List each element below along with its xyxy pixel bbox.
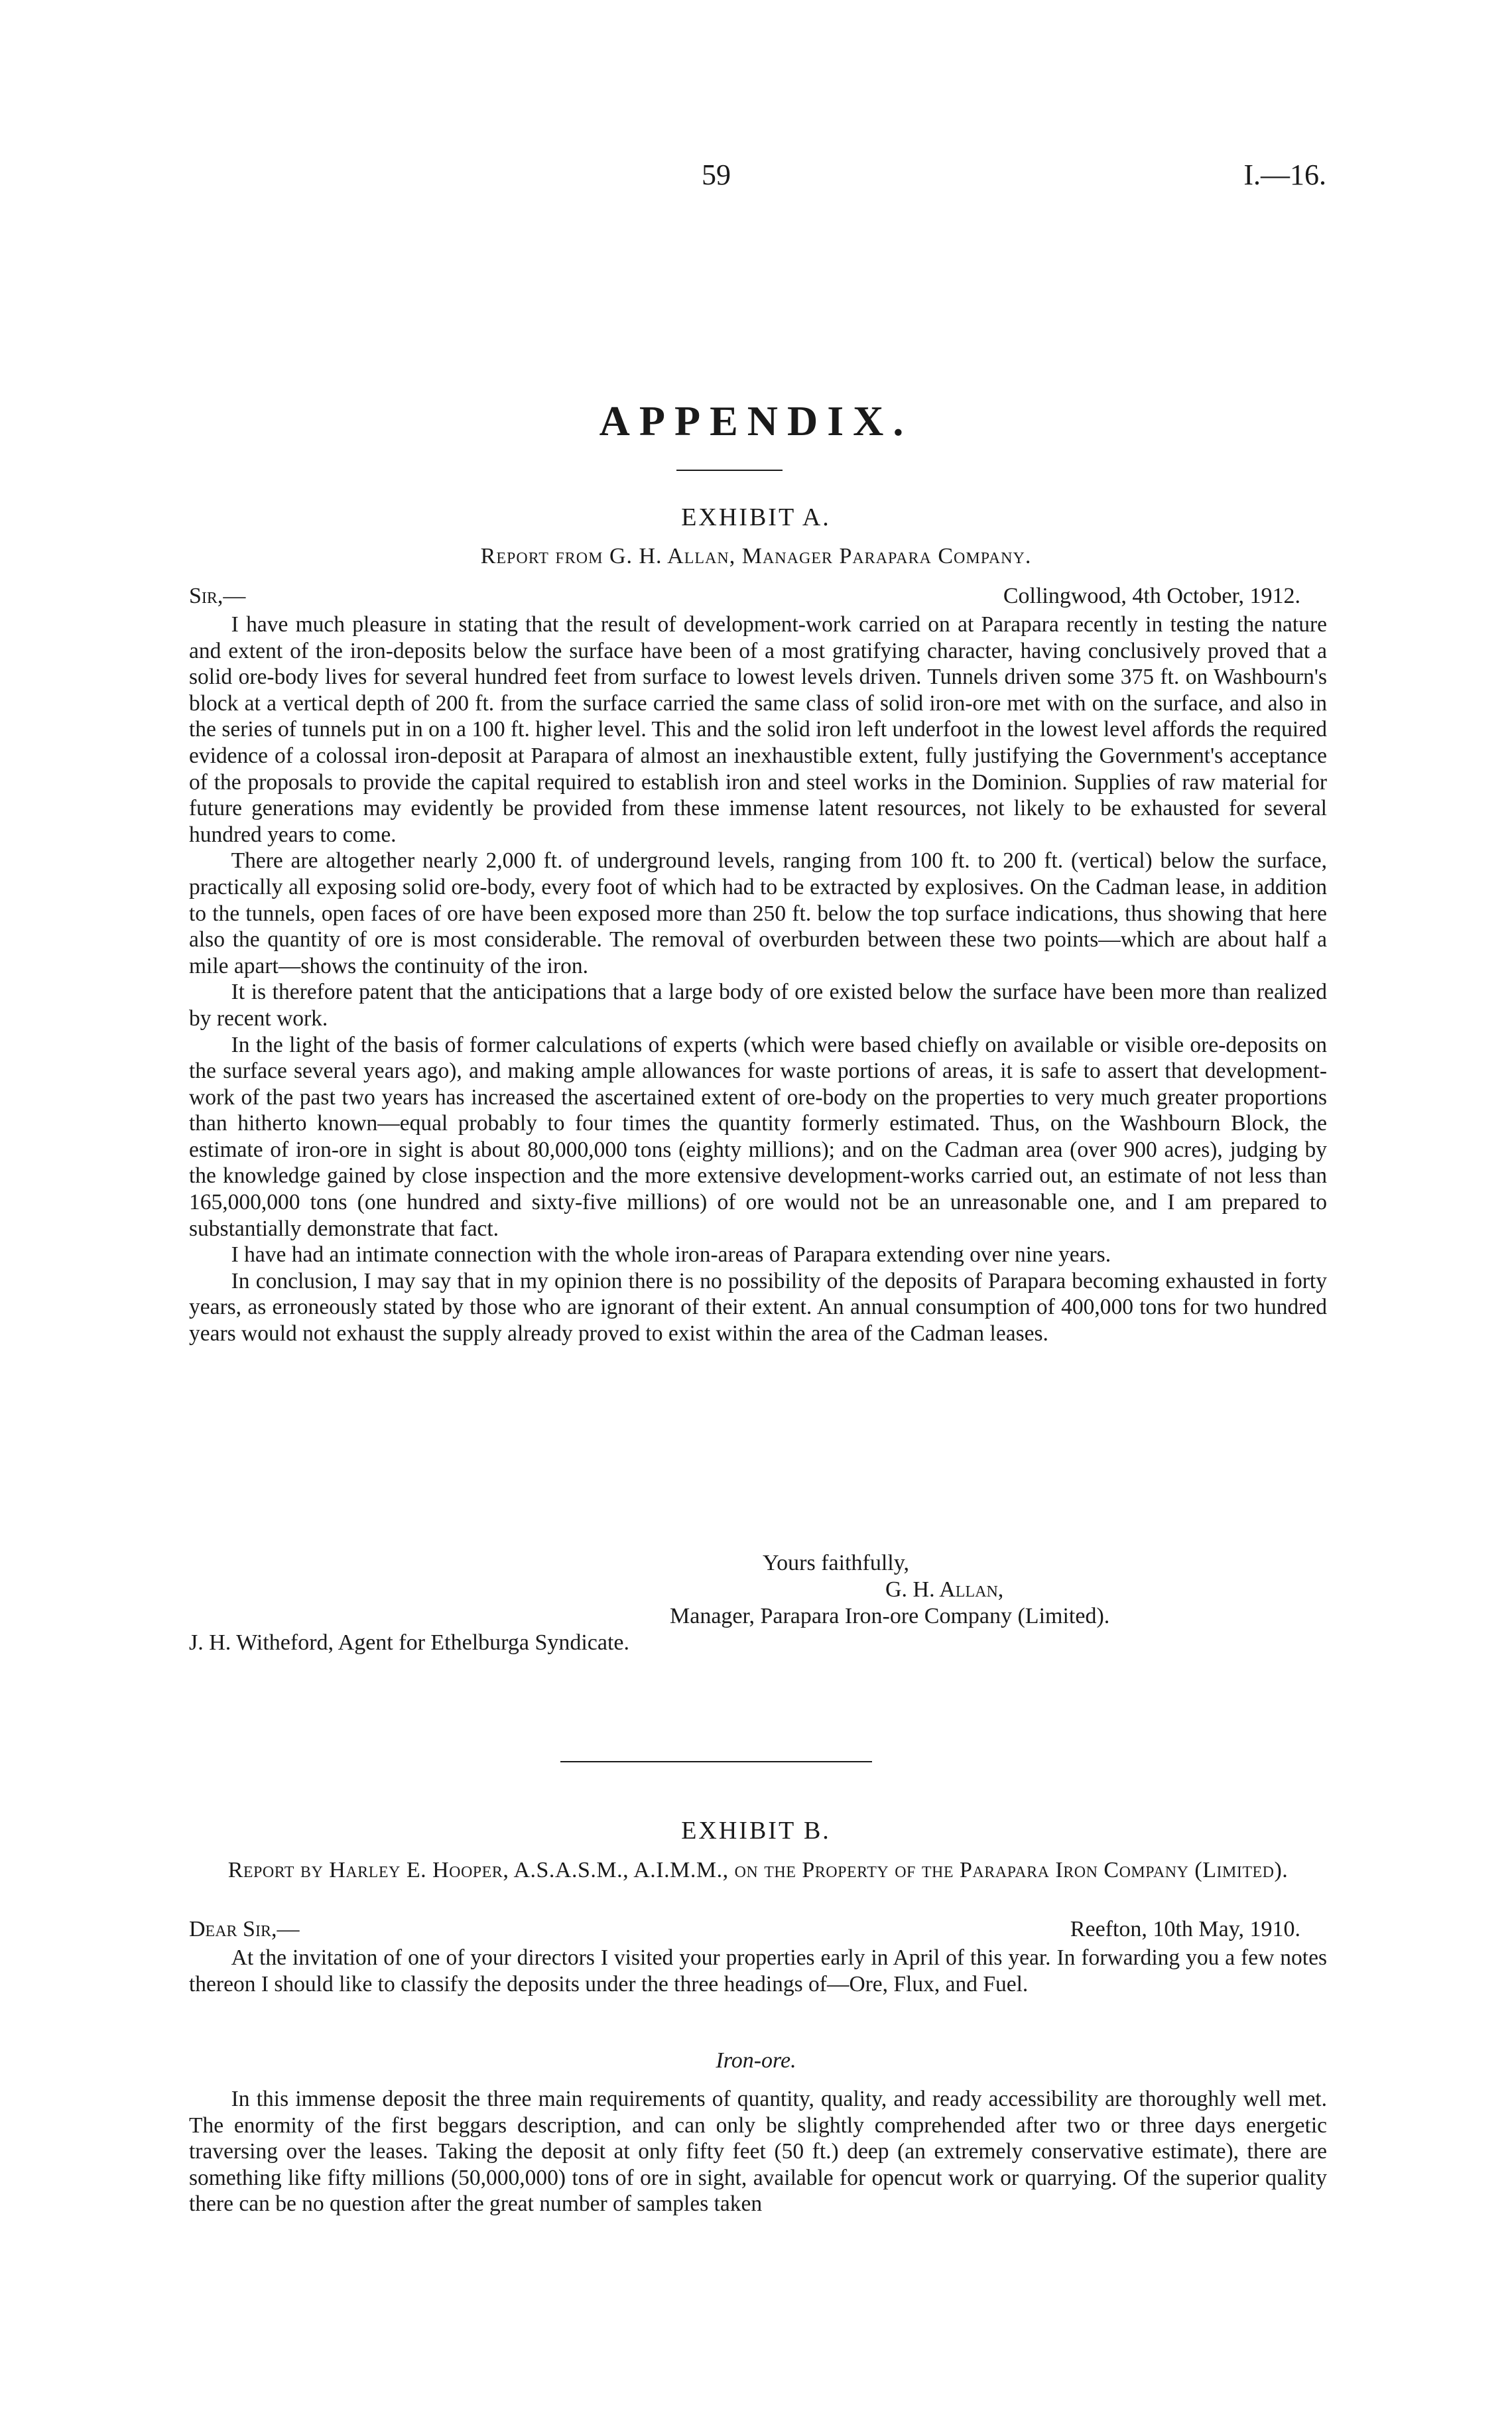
iron-ore-heading: Iron-ore. bbox=[716, 2048, 796, 2073]
exhibit-a-subheading: Report from G. H. Allan, Manager Parapara Company. bbox=[480, 544, 1032, 568]
exhibit-a-salutation: Sir,— bbox=[189, 584, 246, 608]
exhibit-a-heading: EXHIBIT A. bbox=[681, 503, 831, 531]
exhibit-a-body bbox=[189, 612, 1327, 1347]
paragraph: In the light of the basis of former calculations of experts (which were based chiefly on available or visible ore-deposits on the surface several years ago), and making ample allowances for waste portions of areas, it is safe to assert that development-work of the past two years has increased the ascertained extent of ore-body on the properties to very much greater proportions than hitherto known—equal probably to four times the quantity formerly estimated. Thus, on the Washbourn Block, the estimate of iron-ore in sight is about 80,000,000 tons (eighty millions); and on the Cadman area (over 900 acres), judging by the knowledge gained by close inspection and the more extensive development-works carried out, an estimate of not less than 165,000,000 tons (one hundred and sixty-five millions) of ore would not be an unreasonable one, and I am prepared to substantially demonstrate that fact. bbox=[189, 1032, 1327, 1241]
title-divider bbox=[676, 470, 783, 471]
section-divider bbox=[560, 1761, 872, 1762]
closing-salutation: Yours faithfully, bbox=[763, 1551, 910, 1575]
exhibit-b-report-title: Report by Harley E. Hooper, A.S.A.S.M., A.I.M.M., on the Property of the Parapara Iron Company (Limited). bbox=[227, 1858, 1289, 1882]
page-title: APPENDIX. bbox=[599, 397, 913, 444]
exhibit-a-dateline: Collingwood, 4th October, 1912. bbox=[1003, 584, 1300, 608]
signature-title: Manager, Parapara Iron-ore Company (Limited). bbox=[670, 1604, 1110, 1628]
paragraph: At the invitation of one of your directors I visited your properties early in April of this year. In forwarding you a few notes thereon I should like to classify the deposits under the three headings of—Ore, Flux, and Fuel. bbox=[189, 1945, 1327, 1996]
paragraph: I have much pleasure in stating that the result of development-work carried on at Parapara recently in testing the nature and extent of the iron-deposits below the surface have been of a most gratifying character, having conclusively proved that a solid ore-body lives for several hundred feet from surface to lowest levels driven. Tunnels driven some 375 ft. on Washbourn's block at a vertical depth of 200 ft. from the surface carried the same class of solid iron-ore met with on the surface, and also in the series of tunnels put in on a 100 ft. higher level. This and the solid iron left underfoot in the lowest level affords the required evidence of a colossal iron-deposit at Parapara of almost an inexhaustible extent, fully justifying the Government's acceptance of the proposals to provide the capital required to establish iron and steel works in the Dominion. Supplies of raw material for future generations may evidently be provided from these immense latent resources, not likely to be exhausted for several hundred years to come. bbox=[189, 612, 1327, 847]
exhibit-b-heading: EXHIBIT B. bbox=[681, 1817, 831, 1845]
exhibit-b-salutation-row bbox=[189, 1917, 1327, 1946]
iron-ore-body bbox=[189, 2086, 1327, 2217]
signature-name: G. H. Allan, bbox=[885, 1577, 1004, 1602]
page-header bbox=[0, 158, 1512, 198]
exhibit-b-intro bbox=[189, 1945, 1327, 1997]
paragraph: There are altogether nearly 2,000 ft. of underground levels, ranging from 100 ft. to 200 ft. (vertical) below the surface, practically all exposing solid ore-body, every foot of which had to be extracted by explosives. On the Cadman lease, in addition to the tunnels, open faces of ore have been exposed more than 250 ft. below the top surface indications, thus showing that here also the quantity of ore is most considerable. The removal of overburden between these two points—which are about half a mile apart—shows the continuity of the iron. bbox=[189, 848, 1327, 978]
page-number: 59 bbox=[702, 159, 731, 191]
exhibit-b-dateline: Reefton, 10th May, 1910. bbox=[1070, 1917, 1300, 1941]
exhibit-b-salutation: Dear Sir,— bbox=[189, 1917, 300, 1941]
paragraph: It is therefore patent that the anticipations that a large body of ore existed below the surface have been more than realized by recent work. bbox=[189, 980, 1327, 1031]
paragraph: I have had an intimate connection with the whole iron-areas of Parapara extending over nine years. bbox=[231, 1242, 1111, 1268]
document-reference: I.—16. bbox=[1243, 159, 1326, 191]
paragraph: In this immense deposit the three main requirements of quantity, quality, and ready accessibility are thoroughly well met. The enormity of the first beggars description, and can only be slightly comprehended after two or three days energetic traversing over the leases. Taking the deposit at only fifty feet (50 ft.) deep (an extremely conservative estimate), there are something like fifty millions (50,000,000) tons of ore in sight, available for opencut work or quarrying. Of the superior quality there can be no question after the great number of samples taken bbox=[189, 2087, 1327, 2217]
addressee: J. H. Witheford, Agent for Ethelburga Syndicate. bbox=[189, 1630, 630, 1655]
exhibit-a-salutation-row bbox=[189, 584, 1327, 613]
paragraph: In conclusion, I may say that in my opinion there is no possibility of the deposits of Parapara becoming exhausted in forty years, as erroneously stated by those who are ignorant of their extent. An annual consumption of 400,000 tons for two hundred years would not exhaust the supply already proved to exist within the area of the Cadman leases. bbox=[189, 1268, 1327, 1346]
